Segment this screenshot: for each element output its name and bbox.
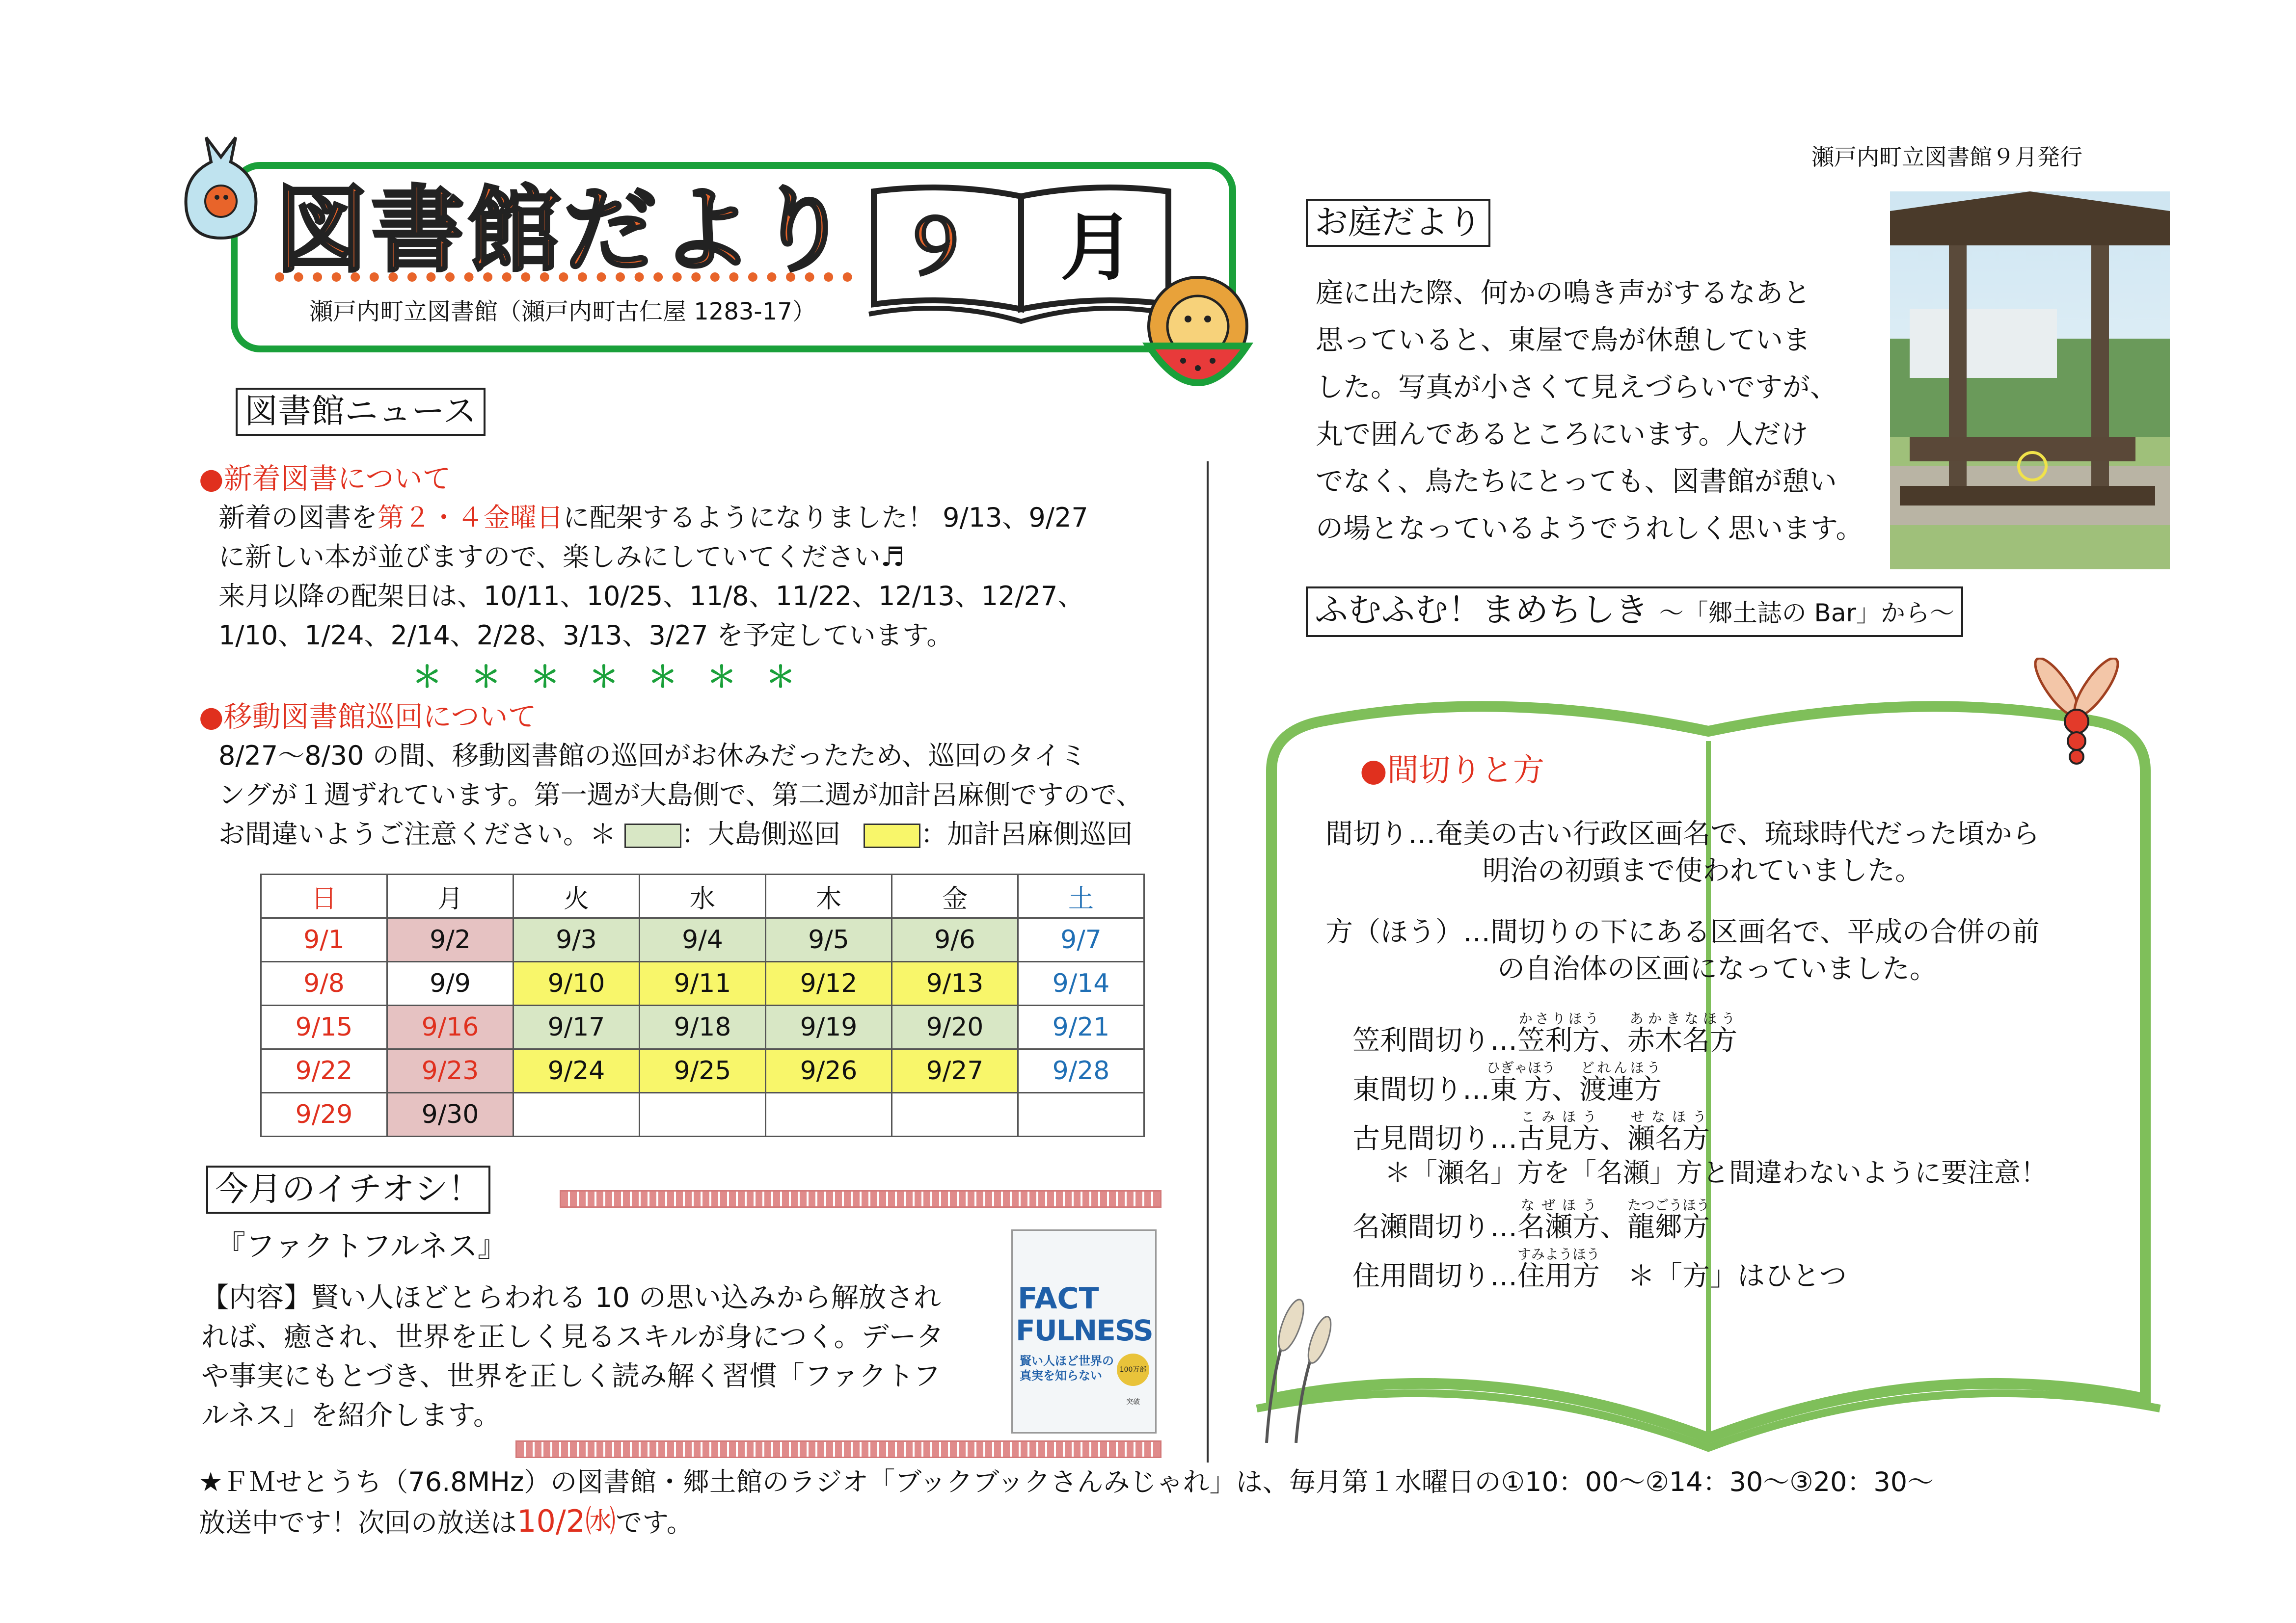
entry-name: 住用方 xyxy=(1517,1260,1600,1292)
pick-heading: 今月のイチオシ！ xyxy=(206,1166,490,1214)
entry-name: 古見方 xyxy=(1517,1123,1600,1155)
calendar-header-cell: 火 xyxy=(513,875,640,918)
calendar-header-cell: 木 xyxy=(766,875,892,918)
calendar-cell: 9/20 xyxy=(892,1006,1018,1049)
trivia-def2-line2: の自治体の区画になっていました。 xyxy=(1497,953,1937,985)
entry-sep: 、 xyxy=(1600,1211,1627,1243)
legend-yellow-label: ：加計呂麻側巡回 xyxy=(920,819,1133,850)
entry-sep: 、 xyxy=(1600,1025,1627,1057)
mobile-line1: 8/27～8/30 の間、移動図書館の巡回がお休みだったため、巡回のタイミ xyxy=(218,740,1087,771)
calendar-cell: 9/24 xyxy=(513,1049,640,1093)
calendar-cell xyxy=(1018,1093,1144,1137)
radio-line2-pre: 放送中です！次回の放送は xyxy=(199,1507,517,1538)
radio-next-date: 10/2㈬ xyxy=(517,1503,616,1539)
lion-watermelon-icon xyxy=(1134,272,1262,400)
pick-line1: 【内容】賢い人ほどとらわれる 10 の思い込みから解放され xyxy=(201,1282,941,1314)
calendar-cell: 9/29 xyxy=(261,1093,387,1137)
cover-badge: 100万部突破 xyxy=(1117,1354,1149,1386)
calendar-header-row xyxy=(261,875,1144,918)
calendar-cell: 9/16 xyxy=(387,1006,513,1049)
new-books-friday: 第２・４金曜日 xyxy=(378,502,563,533)
trivia-entry xyxy=(1352,1011,1737,1063)
dragonfly-icon xyxy=(2027,658,2126,775)
calendar-cell xyxy=(513,1093,640,1137)
radio-line1: ★ＦＭせとうち（76.8MHz）の図書館・郷土館のラジオ「ブックブックさんみじゃれ」は、毎月第１水曜日の①10：00～②14：30～③20：30～ xyxy=(199,1466,1934,1497)
entry-reading: かさりほう xyxy=(1517,1011,1600,1027)
radio-line2-post: です。 xyxy=(616,1507,693,1538)
entry-reading: すみようほう xyxy=(1517,1246,1600,1262)
entry-name: 龍郷方 xyxy=(1627,1211,1710,1243)
trivia-def1-line2: 明治の初頭まで使われていました。 xyxy=(1483,855,1922,887)
entry-reading: どれんほう xyxy=(1579,1060,1662,1076)
entry-sep: 、 xyxy=(1552,1074,1580,1106)
calendar-row xyxy=(261,962,1144,1006)
calendar-cell: 9/22 xyxy=(261,1049,387,1093)
month-kanji: 月 xyxy=(1060,205,1134,291)
calendar-header-cell: 金 xyxy=(892,875,1018,918)
bag-mascot-icon xyxy=(177,133,265,240)
garden-line: した。写真が小さくて見えづらいですが、 xyxy=(1316,372,1837,403)
legend-green-swatch xyxy=(624,824,681,848)
entry-reading: なぜほう xyxy=(1517,1197,1600,1213)
new-books-line2: に新しい本が並びますので、楽しみにしていてください♬ xyxy=(218,541,905,572)
entry-name: 笠利方 xyxy=(1517,1025,1600,1057)
calendar-header-cell: 日 xyxy=(261,875,387,918)
garden-line: 庭に出た際、何かの鳴き声がするなあと xyxy=(1316,277,1810,309)
garden-line: の場となっているようでうれしく思います。 xyxy=(1316,513,1864,545)
entry-name: 東方 xyxy=(1486,1074,1556,1106)
entry-sep: 、 xyxy=(1600,1123,1627,1155)
trivia-def2-line1: 方（ほう）…間切りの下にある区画名で、平成の合併の前 xyxy=(1325,916,2040,948)
calendar-cell: 9/28 xyxy=(1018,1049,1144,1093)
entry-prefix: 古見間切り… xyxy=(1352,1123,1517,1155)
trivia-heading-main: ふむふむ！まめちしき xyxy=(1315,591,1649,630)
trivia-note: ＊「瀬名」方を「名瀬」方と間違わないように要注意！ xyxy=(1384,1157,2047,1188)
calendar-cell: 9/11 xyxy=(640,962,766,1006)
trivia-title: ●間切りと方 xyxy=(1360,752,1544,789)
entry-reading: ひぎゃほう xyxy=(1486,1060,1556,1076)
entry-reading: あかきなほう xyxy=(1627,1011,1737,1027)
calendar-cell: 9/26 xyxy=(766,1049,892,1093)
calendar-cell: 9/4 xyxy=(640,918,766,962)
entry-reading: こみほう xyxy=(1517,1109,1600,1125)
publisher-line: 瀬戸内町立図書館９月発行 xyxy=(1811,144,2082,170)
trivia-entry xyxy=(1352,1247,1847,1299)
entry-name: 赤木名方 xyxy=(1627,1025,1737,1057)
legend-green-label: ：大島側巡回 xyxy=(681,819,841,850)
calendar-cell: 9/17 xyxy=(513,1006,640,1049)
calendar-cell: 9/7 xyxy=(1018,918,1144,962)
trivia-heading xyxy=(1306,586,1963,637)
calendar-header-cell: 水 xyxy=(640,875,766,918)
entry-prefix: 笠利間切り… xyxy=(1352,1025,1517,1057)
entry-reading: たつごうほう xyxy=(1627,1197,1710,1213)
news-heading: 図書館ニュース xyxy=(236,388,486,436)
calendar-cell: 9/3 xyxy=(513,918,640,962)
new-books-line1-pre: 新着の図書を xyxy=(218,502,378,533)
trivia-heading-sub: ～「郷土誌の Bar」から～ xyxy=(1659,599,1955,627)
mobile-line2: ングが１週ずれています。第一週が大島側で、第二週が加計呂麻側ですので、 xyxy=(218,779,1143,810)
star-divider: ＊ ＊ ＊ ＊ ＊ ＊ ＊ xyxy=(412,660,795,694)
cover-subtitle: 賢い人ほど世界の真実を知らない xyxy=(1020,1354,1114,1383)
cover-title-1: FACT xyxy=(1018,1281,1099,1316)
trivia-entry xyxy=(1352,1197,1710,1250)
calendar-cell: 9/14 xyxy=(1018,962,1144,1006)
pick-line4: ルネス」を紹介します。 xyxy=(201,1400,501,1432)
tour-calendar xyxy=(260,874,1145,1137)
library-address: 瀬戸内町立図書館（瀬戸内町古仁屋 1283-17） xyxy=(309,298,816,325)
mobile-line3-text: お間違いようご注意ください。＊ xyxy=(218,819,616,850)
calendar-cell: 9/15 xyxy=(261,1006,387,1049)
month-number: ９ xyxy=(898,205,972,291)
new-books-line1-post: に配架するようになりました！ 9/13、9/27 xyxy=(563,502,1088,533)
entry-prefix: 名瀬間切り… xyxy=(1352,1211,1517,1243)
calendar-header-cell: 土 xyxy=(1018,875,1144,918)
garden-line: 丸で囲んであるところにいます。人だけ xyxy=(1316,419,1809,451)
column-divider xyxy=(1207,461,1209,1463)
garden-line: 思っていると、東屋で鳥が休憩していま xyxy=(1316,324,1810,356)
calendar-cell xyxy=(892,1093,1018,1137)
garden-line: でなく、鳥たちにとっても、図書館が憩い xyxy=(1316,466,1837,498)
entry-post: ＊「方」はひとつ xyxy=(1600,1260,1847,1292)
calendar-header-cell: 月 xyxy=(387,875,513,918)
calendar-cell xyxy=(766,1093,892,1137)
new-books-line1 xyxy=(218,498,1088,537)
book-cover-image xyxy=(1011,1229,1157,1434)
decorative-border-bottom xyxy=(515,1440,1162,1458)
pick-line2: れば、癒され、世界を正しく見るスキルが身につく。データ xyxy=(201,1321,944,1353)
radio-line2 xyxy=(199,1502,693,1543)
pampas-grass-icon xyxy=(1237,1296,1335,1443)
decorative-border-top xyxy=(560,1190,1162,1208)
garden-heading: お庭だより xyxy=(1306,199,1490,247)
entry-prefix: 住用間切り… xyxy=(1352,1260,1517,1292)
mobile-library-title: ●移動図書館巡回について xyxy=(199,700,537,733)
calendar-cell: 9/27 xyxy=(892,1049,1018,1093)
calendar-cell: 9/21 xyxy=(1018,1006,1144,1049)
calendar-cell: 9/8 xyxy=(261,962,387,1006)
mobile-line3 xyxy=(218,815,1133,854)
trivia-entry xyxy=(1352,1060,1662,1112)
legend-yellow-swatch xyxy=(864,824,920,848)
calendar-row xyxy=(261,1093,1144,1137)
calendar-cell: 9/12 xyxy=(766,962,892,1006)
calendar-cell: 9/23 xyxy=(387,1049,513,1093)
calendar-cell: 9/18 xyxy=(640,1006,766,1049)
calendar-cell: 9/6 xyxy=(892,918,1018,962)
entry-name: 渡連方 xyxy=(1579,1074,1662,1106)
new-books-line4: 1/10、1/24、2/14、2/28、3/13、3/27 を予定しています。 xyxy=(218,620,953,651)
trivia-def1-line1: 間切り…奄美の古い行政区画名で、琉球時代だった頃から xyxy=(1325,818,2040,850)
calendar-cell: 9/2 xyxy=(387,918,513,962)
calendar-cell: 9/10 xyxy=(513,962,640,1006)
calendar-row xyxy=(261,918,1144,962)
calendar-cell xyxy=(640,1093,766,1137)
entry-reading: せなほう xyxy=(1627,1109,1710,1125)
newsletter-title: 図書館だより xyxy=(275,176,853,285)
entry-name: 名瀬方 xyxy=(1517,1211,1600,1243)
pick-book-title: 『ファクトフルネス』 xyxy=(216,1229,507,1264)
calendar-cell: 9/19 xyxy=(766,1006,892,1049)
pick-line3: や事実にもとづき、世界を正しく読み解く習慣「ファクトフ xyxy=(201,1360,941,1392)
gazebo-photo xyxy=(1890,191,2170,569)
calendar-row xyxy=(261,1049,1144,1093)
new-books-line3: 来月以降の配架日は、10/11、10/25、11/8、11/22、12/13、12/27、 xyxy=(218,581,1084,612)
calendar-cell: 9/9 xyxy=(387,962,513,1006)
calendar-cell: 9/30 xyxy=(387,1093,513,1137)
entry-prefix: 東間切り… xyxy=(1352,1074,1490,1106)
calendar-cell: 9/5 xyxy=(766,918,892,962)
calendar-cell: 9/1 xyxy=(261,918,387,962)
calendar-cell: 9/25 xyxy=(640,1049,766,1093)
calendar-cell: 9/13 xyxy=(892,962,1018,1006)
entry-name: 瀬名方 xyxy=(1627,1123,1710,1155)
cover-title-2: FULNESS xyxy=(1016,1314,1153,1347)
new-books-title: ●新着図書について xyxy=(199,462,451,495)
calendar-row xyxy=(261,1006,1144,1049)
